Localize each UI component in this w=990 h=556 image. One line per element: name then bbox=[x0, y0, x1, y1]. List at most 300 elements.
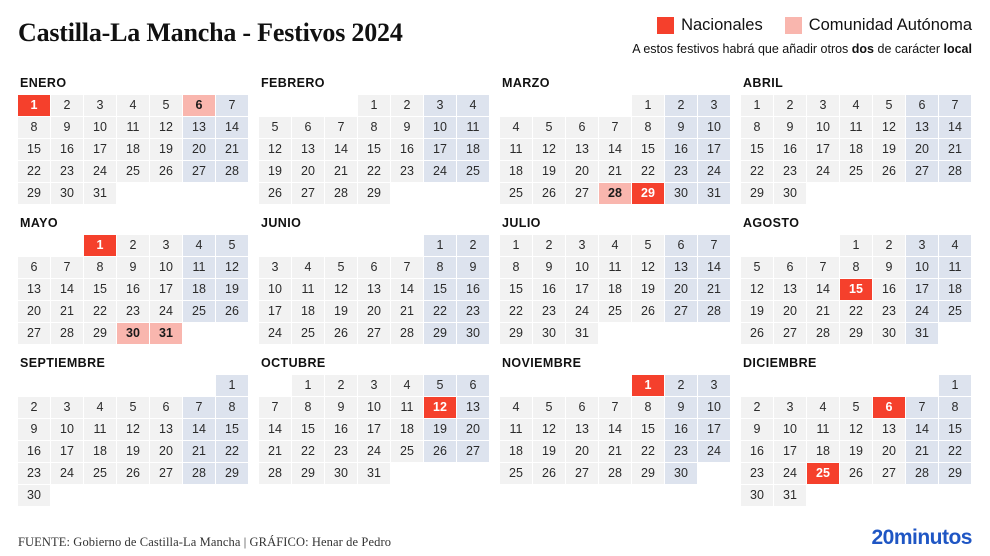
day-cell: 8 bbox=[18, 117, 50, 138]
day-cell: 7 bbox=[599, 117, 631, 138]
day-cell-empty bbox=[939, 323, 971, 344]
day-cell: 9 bbox=[325, 397, 357, 418]
day-cell-empty bbox=[424, 183, 456, 204]
page-header bbox=[18, 14, 972, 70]
day-cell-weekend: 25 bbox=[939, 301, 971, 322]
day-cell: 29 bbox=[84, 323, 116, 344]
day-cell-weekend: 10 bbox=[698, 397, 730, 418]
day-cell: 12 bbox=[533, 419, 565, 440]
day-cell-empty bbox=[292, 235, 324, 256]
day-cell-weekend: 20 bbox=[906, 139, 938, 160]
day-cell: 26 bbox=[533, 183, 565, 204]
day-cell-weekend: 8 bbox=[216, 397, 248, 418]
day-cell: 14 bbox=[807, 279, 839, 300]
day-cell: 9 bbox=[18, 419, 50, 440]
legend-item-autonomica bbox=[785, 16, 972, 35]
day-cell-weekend: 28 bbox=[216, 161, 248, 182]
day-cell: 22 bbox=[500, 301, 532, 322]
day-cell-weekend: 14 bbox=[698, 257, 730, 278]
day-cell-empty bbox=[906, 485, 938, 506]
legend-note bbox=[632, 42, 972, 56]
day-cell: 18 bbox=[599, 279, 631, 300]
day-cell: 8 bbox=[741, 117, 773, 138]
month-day-grid bbox=[259, 375, 489, 484]
day-cell: 21 bbox=[325, 161, 357, 182]
month-day-grid bbox=[18, 375, 248, 506]
day-cell: 16 bbox=[774, 139, 806, 160]
day-cell-weekend: 7 bbox=[183, 397, 215, 418]
day-cell: 6 bbox=[566, 397, 598, 418]
day-cell: 10 bbox=[566, 257, 598, 278]
day-cell-national-holiday: 29 bbox=[632, 183, 664, 204]
day-cell: 13 bbox=[358, 279, 390, 300]
day-cell: 17 bbox=[566, 279, 598, 300]
day-cell-weekend: 24 bbox=[424, 161, 456, 182]
day-cell: 1 bbox=[632, 95, 664, 116]
day-cell: 4 bbox=[500, 117, 532, 138]
day-cell: 25 bbox=[84, 463, 116, 484]
day-cell-empty bbox=[533, 375, 565, 396]
day-cell-empty bbox=[457, 463, 489, 484]
day-cell: 16 bbox=[391, 139, 423, 160]
day-cell-empty bbox=[216, 323, 248, 344]
page-title: Castilla-La Mancha - Festivos 2024 bbox=[18, 18, 403, 47]
day-cell: 28 bbox=[391, 323, 423, 344]
day-cell: 3 bbox=[807, 95, 839, 116]
day-cell-weekend: 23 bbox=[665, 161, 697, 182]
day-cell-empty bbox=[183, 323, 215, 344]
day-cell: 17 bbox=[84, 139, 116, 160]
day-cell: 10 bbox=[807, 117, 839, 138]
day-cell: 16 bbox=[873, 279, 905, 300]
day-cell-empty bbox=[150, 485, 182, 506]
day-cell: 29 bbox=[358, 183, 390, 204]
day-cell-empty bbox=[216, 183, 248, 204]
day-cell: 3 bbox=[566, 235, 598, 256]
day-cell: 26 bbox=[533, 463, 565, 484]
day-cell: 16 bbox=[741, 441, 773, 462]
month-day-grid bbox=[259, 95, 489, 204]
day-cell: 8 bbox=[632, 397, 664, 418]
day-cell: 15 bbox=[500, 279, 532, 300]
day-cell: 3 bbox=[84, 95, 116, 116]
day-cell-weekend: 18 bbox=[183, 279, 215, 300]
day-cell: 29 bbox=[292, 463, 324, 484]
day-cell: 5 bbox=[325, 257, 357, 278]
day-cell: 30 bbox=[741, 485, 773, 506]
month-title: JUNIO bbox=[261, 216, 302, 230]
day-cell: 28 bbox=[325, 183, 357, 204]
day-cell: 24 bbox=[51, 463, 83, 484]
day-cell-weekend: 2 bbox=[665, 375, 697, 396]
day-cell-empty bbox=[391, 463, 423, 484]
day-cell: 5 bbox=[873, 95, 905, 116]
day-cell: 9 bbox=[117, 257, 149, 278]
day-cell-national-holiday: 15 bbox=[840, 279, 872, 300]
month-title: FEBRERO bbox=[261, 76, 325, 90]
day-cell: 2 bbox=[741, 397, 773, 418]
day-cell: 22 bbox=[84, 301, 116, 322]
day-cell-empty bbox=[424, 463, 456, 484]
day-cell: 10 bbox=[358, 397, 390, 418]
day-cell-weekend: 15 bbox=[424, 279, 456, 300]
day-cell-weekend: 6 bbox=[457, 375, 489, 396]
day-cell: 26 bbox=[117, 463, 149, 484]
day-cell-weekend: 7 bbox=[216, 95, 248, 116]
day-cell-empty bbox=[500, 375, 532, 396]
day-cell: 28 bbox=[599, 463, 631, 484]
day-cell: 13 bbox=[774, 279, 806, 300]
day-cell: 12 bbox=[840, 419, 872, 440]
months-grid bbox=[18, 76, 972, 506]
day-cell-empty bbox=[807, 485, 839, 506]
day-cell: 8 bbox=[292, 397, 324, 418]
day-cell-empty bbox=[18, 235, 50, 256]
day-cell-weekend: 20 bbox=[457, 419, 489, 440]
day-cell: 9 bbox=[391, 117, 423, 138]
day-cell: 14 bbox=[259, 419, 291, 440]
day-cell: 2 bbox=[774, 95, 806, 116]
day-cell: 16 bbox=[18, 441, 50, 462]
day-cell: 13 bbox=[566, 419, 598, 440]
day-cell-weekend: 28 bbox=[939, 161, 971, 182]
day-cell: 23 bbox=[18, 463, 50, 484]
day-cell: 3 bbox=[358, 375, 390, 396]
day-cell: 8 bbox=[840, 257, 872, 278]
legend-label-autonomous: Comunidad Autónoma bbox=[808, 16, 972, 34]
month-title: NOVIEMBRE bbox=[502, 356, 582, 370]
day-cell: 18 bbox=[84, 441, 116, 462]
day-cell-weekend: 21 bbox=[939, 139, 971, 160]
day-cell-weekend: 2 bbox=[665, 95, 697, 116]
day-cell: 11 bbox=[500, 139, 532, 160]
day-cell-autonomous-holiday: 28 bbox=[599, 183, 631, 204]
day-cell-weekend: 13 bbox=[906, 117, 938, 138]
day-cell: 25 bbox=[840, 161, 872, 182]
day-cell: 11 bbox=[292, 279, 324, 300]
day-cell: 12 bbox=[873, 117, 905, 138]
day-cell-weekend: 15 bbox=[939, 419, 971, 440]
day-cell-weekend: 28 bbox=[183, 463, 215, 484]
day-cell-weekend: 9 bbox=[665, 117, 697, 138]
day-cell: 2 bbox=[325, 375, 357, 396]
day-cell: 22 bbox=[292, 441, 324, 462]
day-cell: 5 bbox=[533, 397, 565, 418]
month-title: MAYO bbox=[20, 216, 58, 230]
month-noviembre bbox=[500, 356, 730, 506]
day-cell-empty bbox=[840, 485, 872, 506]
day-cell: 13 bbox=[873, 419, 905, 440]
day-cell-weekend: 30 bbox=[665, 183, 697, 204]
day-cell: 20 bbox=[774, 301, 806, 322]
month-diciembre bbox=[741, 356, 971, 506]
day-cell: 22 bbox=[18, 161, 50, 182]
day-cell-weekend: 6 bbox=[665, 235, 697, 256]
day-cell: 23 bbox=[325, 441, 357, 462]
day-cell: 12 bbox=[325, 279, 357, 300]
month-day-grid bbox=[500, 235, 730, 344]
day-cell-empty bbox=[566, 375, 598, 396]
day-cell-empty bbox=[325, 235, 357, 256]
day-cell: 6 bbox=[150, 397, 182, 418]
day-cell-weekend: 5 bbox=[216, 235, 248, 256]
day-cell-weekend: 19 bbox=[424, 419, 456, 440]
day-cell: 30 bbox=[533, 323, 565, 344]
day-cell: 19 bbox=[632, 279, 664, 300]
day-cell-weekend: 15 bbox=[216, 419, 248, 440]
day-cell: 23 bbox=[774, 161, 806, 182]
day-cell: 10 bbox=[51, 419, 83, 440]
day-cell: 3 bbox=[51, 397, 83, 418]
day-cell-weekend: 23 bbox=[665, 441, 697, 462]
day-cell-weekend: 30 bbox=[665, 463, 697, 484]
day-cell-empty bbox=[807, 235, 839, 256]
day-cell: 8 bbox=[500, 257, 532, 278]
month-title: OCTUBRE bbox=[261, 356, 326, 370]
day-cell: 12 bbox=[741, 279, 773, 300]
day-cell: 29 bbox=[632, 463, 664, 484]
day-cell-empty bbox=[325, 95, 357, 116]
day-cell: 5 bbox=[741, 257, 773, 278]
day-cell: 20 bbox=[18, 301, 50, 322]
day-cell-weekend: 19 bbox=[216, 279, 248, 300]
day-cell: 26 bbox=[259, 183, 291, 204]
day-cell: 4 bbox=[500, 397, 532, 418]
legend-note-bold-local: local bbox=[943, 42, 972, 56]
day-cell-empty bbox=[216, 485, 248, 506]
day-cell-empty bbox=[599, 375, 631, 396]
month-title: ABRIL bbox=[743, 76, 784, 90]
day-cell: 12 bbox=[150, 117, 182, 138]
day-cell: 1 bbox=[292, 375, 324, 396]
day-cell-weekend: 10 bbox=[906, 257, 938, 278]
month-enero bbox=[18, 76, 248, 204]
day-cell-empty bbox=[840, 183, 872, 204]
day-cell-weekend: 23 bbox=[457, 301, 489, 322]
day-cell-weekend: 5 bbox=[424, 375, 456, 396]
day-cell: 23 bbox=[391, 161, 423, 182]
day-cell: 17 bbox=[150, 279, 182, 300]
day-cell: 1 bbox=[358, 95, 390, 116]
day-cell: 17 bbox=[807, 139, 839, 160]
day-cell-weekend: 1 bbox=[424, 235, 456, 256]
day-cell-empty bbox=[500, 95, 532, 116]
day-cell: 20 bbox=[358, 301, 390, 322]
source-credit: FUENTE: Gobierno de Castilla-La Mancha | GRÁFICO: Henar de Pedro bbox=[18, 535, 392, 549]
day-cell: 20 bbox=[873, 441, 905, 462]
day-cell: 12 bbox=[533, 139, 565, 160]
legend-block bbox=[632, 14, 972, 56]
day-cell: 7 bbox=[325, 117, 357, 138]
month-day-grid bbox=[500, 375, 730, 484]
day-cell: 13 bbox=[150, 419, 182, 440]
day-cell-weekend: 28 bbox=[906, 463, 938, 484]
day-cell: 24 bbox=[150, 301, 182, 322]
day-cell-empty bbox=[566, 95, 598, 116]
day-cell-weekend: 6 bbox=[906, 95, 938, 116]
day-cell-empty bbox=[698, 323, 730, 344]
day-cell: 3 bbox=[774, 397, 806, 418]
day-cell: 2 bbox=[873, 235, 905, 256]
day-cell-empty bbox=[840, 375, 872, 396]
day-cell: 19 bbox=[117, 441, 149, 462]
day-cell-empty bbox=[183, 485, 215, 506]
day-cell: 24 bbox=[807, 161, 839, 182]
day-cell: 10 bbox=[150, 257, 182, 278]
day-cell: 25 bbox=[117, 161, 149, 182]
day-cell: 21 bbox=[51, 301, 83, 322]
day-cell-weekend: 8 bbox=[424, 257, 456, 278]
day-cell-empty bbox=[533, 95, 565, 116]
day-cell-empty bbox=[358, 235, 390, 256]
day-cell: 31 bbox=[774, 485, 806, 506]
day-cell: 23 bbox=[873, 301, 905, 322]
day-cell: 1 bbox=[741, 95, 773, 116]
day-cell-weekend: 4 bbox=[183, 235, 215, 256]
day-cell-national-holiday: 1 bbox=[632, 375, 664, 396]
day-cell-empty bbox=[741, 375, 773, 396]
day-cell-weekend: 3 bbox=[424, 95, 456, 116]
month-julio bbox=[500, 216, 730, 344]
day-cell: 11 bbox=[500, 419, 532, 440]
day-cell-empty bbox=[906, 375, 938, 396]
day-cell: 21 bbox=[259, 441, 291, 462]
day-cell: 19 bbox=[259, 161, 291, 182]
day-cell: 14 bbox=[51, 279, 83, 300]
day-cell-empty bbox=[117, 485, 149, 506]
day-cell-weekend: 11 bbox=[939, 257, 971, 278]
month-day-grid bbox=[741, 235, 971, 344]
day-cell-empty bbox=[774, 235, 806, 256]
day-cell-weekend: 25 bbox=[457, 161, 489, 182]
day-cell: 29 bbox=[840, 323, 872, 344]
month-abril bbox=[741, 76, 971, 204]
day-cell: 6 bbox=[18, 257, 50, 278]
day-cell-weekend: 16 bbox=[457, 279, 489, 300]
day-cell: 4 bbox=[807, 397, 839, 418]
month-title: ENERO bbox=[20, 76, 67, 90]
day-cell: 18 bbox=[391, 419, 423, 440]
day-cell-empty bbox=[939, 183, 971, 204]
day-cell-weekend: 16 bbox=[665, 139, 697, 160]
day-cell: 27 bbox=[292, 183, 324, 204]
day-cell: 13 bbox=[292, 139, 324, 160]
day-cell-weekend: 21 bbox=[183, 441, 215, 462]
day-cell: 7 bbox=[391, 257, 423, 278]
day-cell: 21 bbox=[391, 301, 423, 322]
day-cell-weekend: 24 bbox=[698, 441, 730, 462]
day-cell: 7 bbox=[51, 257, 83, 278]
legend-row bbox=[632, 16, 972, 35]
day-cell-national-holiday: 1 bbox=[84, 235, 116, 256]
day-cell: 17 bbox=[358, 419, 390, 440]
day-cell: 5 bbox=[533, 117, 565, 138]
day-cell: 24 bbox=[774, 463, 806, 484]
month-day-grid bbox=[18, 235, 248, 344]
day-cell: 30 bbox=[873, 323, 905, 344]
day-cell-weekend: 22 bbox=[424, 301, 456, 322]
day-cell-weekend: 12 bbox=[216, 257, 248, 278]
day-cell-empty bbox=[391, 183, 423, 204]
day-cell: 18 bbox=[840, 139, 872, 160]
day-cell: 5 bbox=[117, 397, 149, 418]
day-cell-weekend: 3 bbox=[698, 95, 730, 116]
day-cell: 20 bbox=[150, 441, 182, 462]
day-cell-weekend: 14 bbox=[183, 419, 215, 440]
day-cell: 15 bbox=[292, 419, 324, 440]
day-cell-weekend: 27 bbox=[906, 161, 938, 182]
day-cell: 14 bbox=[599, 419, 631, 440]
day-cell-weekend: 3 bbox=[698, 375, 730, 396]
day-cell: 20 bbox=[566, 161, 598, 182]
legend-item-nacionales bbox=[657, 16, 763, 35]
day-cell-weekend: 27 bbox=[665, 301, 697, 322]
day-cell: 21 bbox=[807, 301, 839, 322]
day-cell: 2 bbox=[51, 95, 83, 116]
day-cell: 2 bbox=[117, 235, 149, 256]
day-cell-weekend: 26 bbox=[424, 441, 456, 462]
day-cell: 21 bbox=[599, 441, 631, 462]
brand-word: minutos bbox=[893, 526, 972, 549]
day-cell: 2 bbox=[391, 95, 423, 116]
day-cell: 26 bbox=[741, 323, 773, 344]
day-cell-autonomous-holiday: 31 bbox=[150, 323, 182, 344]
brand-logo bbox=[871, 526, 972, 550]
day-cell-weekend: 17 bbox=[906, 279, 938, 300]
day-cell: 11 bbox=[84, 419, 116, 440]
day-cell: 9 bbox=[741, 419, 773, 440]
day-cell-weekend: 21 bbox=[216, 139, 248, 160]
day-cell-weekend: 29 bbox=[216, 463, 248, 484]
day-cell-empty bbox=[84, 485, 116, 506]
day-cell: 26 bbox=[840, 463, 872, 484]
day-cell: 18 bbox=[500, 161, 532, 182]
day-cell-weekend: 29 bbox=[424, 323, 456, 344]
day-cell-weekend: 8 bbox=[939, 397, 971, 418]
day-cell: 23 bbox=[533, 301, 565, 322]
day-cell-empty bbox=[18, 375, 50, 396]
month-title: AGOSTO bbox=[743, 216, 800, 230]
day-cell: 19 bbox=[325, 301, 357, 322]
day-cell-empty bbox=[599, 95, 631, 116]
day-cell-weekend: 4 bbox=[939, 235, 971, 256]
day-cell: 28 bbox=[259, 463, 291, 484]
day-cell: 9 bbox=[774, 117, 806, 138]
day-cell: 4 bbox=[840, 95, 872, 116]
day-cell: 28 bbox=[51, 323, 83, 344]
day-cell: 26 bbox=[873, 161, 905, 182]
day-cell: 29 bbox=[18, 183, 50, 204]
day-cell: 13 bbox=[18, 279, 50, 300]
brand-number: 20 bbox=[871, 526, 894, 549]
day-cell: 18 bbox=[500, 441, 532, 462]
day-cell-weekend: 20 bbox=[665, 279, 697, 300]
day-cell: 24 bbox=[566, 301, 598, 322]
day-cell-weekend: 21 bbox=[906, 441, 938, 462]
day-cell-weekend: 22 bbox=[216, 441, 248, 462]
day-cell: 4 bbox=[292, 257, 324, 278]
day-cell: 30 bbox=[18, 485, 50, 506]
day-cell: 31 bbox=[84, 183, 116, 204]
day-cell: 29 bbox=[741, 183, 773, 204]
day-cell: 5 bbox=[150, 95, 182, 116]
day-cell-weekend: 1 bbox=[216, 375, 248, 396]
day-cell: 25 bbox=[292, 323, 324, 344]
day-cell: 23 bbox=[117, 301, 149, 322]
day-cell-weekend: 14 bbox=[939, 117, 971, 138]
day-cell-weekend: 27 bbox=[457, 441, 489, 462]
day-cell-weekend: 4 bbox=[457, 95, 489, 116]
